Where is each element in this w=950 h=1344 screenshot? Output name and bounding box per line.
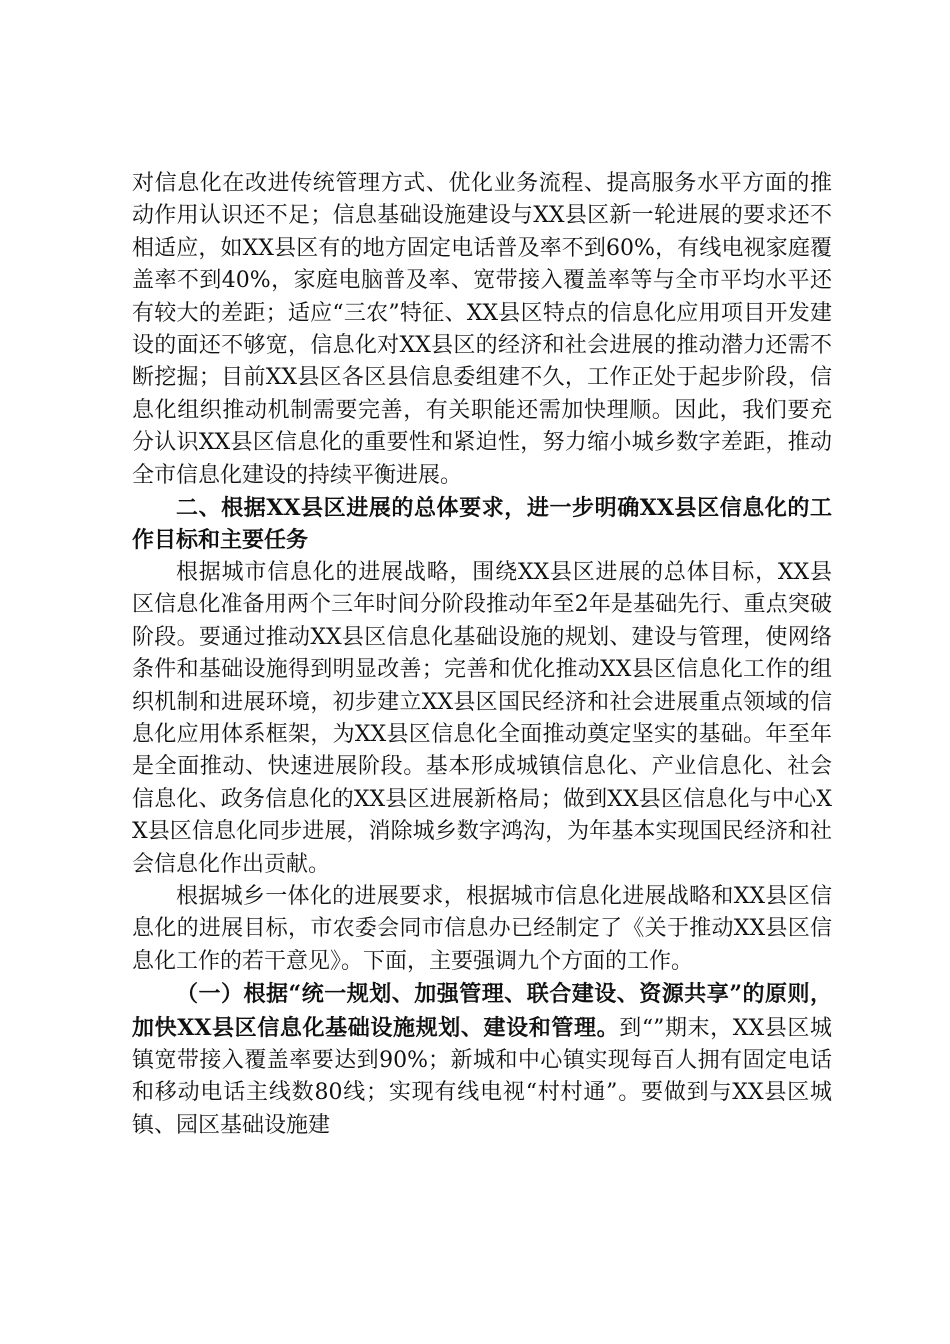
paragraph-development-strategy: 根据城市信息化的进展战略，围绕XX县区进展的总体目标，XX县区信息化准备用两个三年时间分阶段推动年至2年是基础先行、重点突破阶段。要通过推动XX县区信息化基础设施的规划、建设与管理，使网络条件和基础设施得到明显改善；完善和优化推动XX县区信息化工作的组织机制和进展环境，初步建立XX县区国民经济和社会进展重点领域的信息化应用体系框架，为XX县区信息化全面推动奠定坚实的基础。年至年是全面推动、快速进展阶段。基本形成城镇信息化、产业信息化、社会信息化、政务信息化的XX县区进展新格局；做到XX县区信息化与中心XX县区信息化同步进展，消除城乡数字鸿沟，为年基本实现国民经济和社会信息化作出贡献。 [132, 559, 832, 877]
document-body [132, 168, 832, 1142]
paragraph-continued-text: 对信息化在改进传统管理方式、优化业务流程、提高服务水平方面的推动作用认识还不足；信息基础设施建设与XX县区新一轮进展的要求还不相适应，如XX县区有的地方固定电话普及率不到60%，有线电视家庭覆盖率不到40%，家庭电脑普及率、宽带接入覆盖率等与全市平均水平还有较大的差距；适应“三农”特征、XX县区特点的信息化应用项目开发建设的面还不够宽，信息化对XX县区的经济和社会进展的推动潜力还需不断挖掘；目前XX县区各区县信息委组建不久，工作正处于起步阶段，信息化组织推动机制需要完善，有关职能还需加快理顺。因此，我们要充分认识XX县区信息化的重要性和紧迫性，努力缩小城乡数字差距，推动全市信息化建设的持续平衡进展。 [132, 171, 832, 488]
item-1-heading: （一）根据“统一规划、加强管理、联合建设、资源共享”的原则，加快XX县区信息化基础设施规划、建设和管理。 [132, 981, 832, 1041]
paragraph-item-1 [132, 978, 832, 1142]
section-heading-2: 二、根据XX县区进展的总体要求，进一步明确XX县区信息化的工作目标和主要任务 [132, 495, 832, 554]
item-1-text: 到“”期末，XX县区城镇宽带接入覆盖率要达到90%；新城和中心镇实现每百人拥有固定电话和移动电话主线数80线；实现有线电视“村村通”。要做到与XX县区城镇、园区基础设施建 [132, 1015, 832, 1138]
paragraph-integration-requirements: 根据城乡一体化的进展要求，根据城市信息化进展战略和XX县区信息化的进展目标，市农委会同市信息办已经制定了《关于推动XX县区信息化工作的若干意见》。下面，主要强调九个方面的工作。 [132, 883, 832, 974]
